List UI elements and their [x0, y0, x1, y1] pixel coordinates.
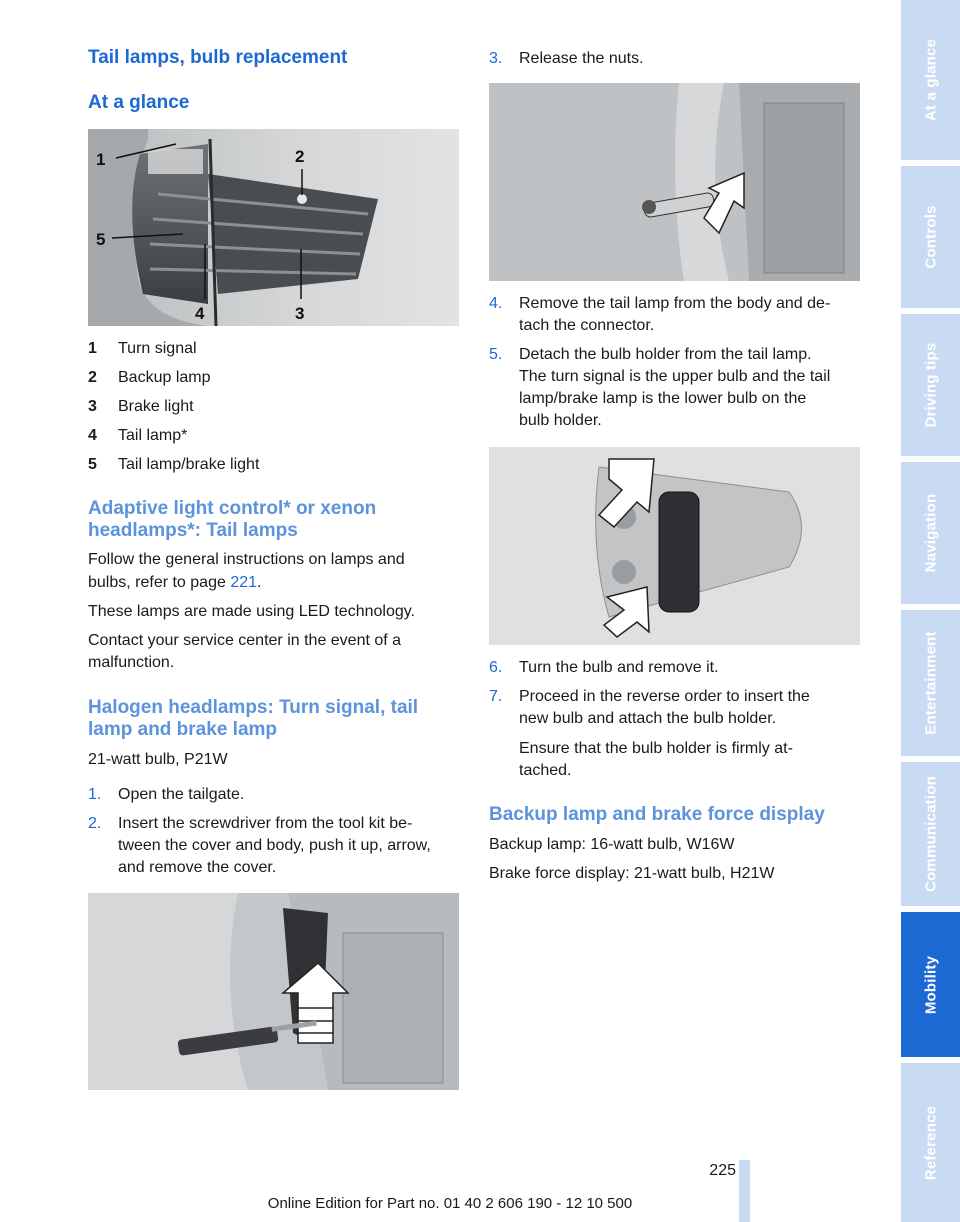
legend-text: Backup lamp	[118, 369, 211, 386]
bulb-holder-image	[489, 447, 860, 645]
screwdriver-cover-image	[88, 893, 459, 1090]
tab-controls[interactable]	[901, 166, 960, 308]
release-nuts-image	[489, 83, 860, 281]
tab-label: Mobility	[922, 955, 939, 1014]
page-number-bar	[739, 1160, 750, 1222]
page-reference-link[interactable]: 221	[230, 574, 258, 591]
step-note: Ensure that the bulb holder is firmly at-	[519, 740, 793, 757]
section-heading-halogen: Halogen headlamps: Turn signal, tail	[88, 697, 419, 718]
legend-num: 4	[88, 427, 97, 444]
tab-label: Driving tips	[922, 342, 939, 428]
step-text: Release the nuts.	[519, 50, 644, 67]
paragraph: Follow the general instructions on lamps and	[88, 551, 405, 568]
step-text: The turn signal is the upper bulb and the tail	[519, 368, 831, 385]
paragraph	[88, 572, 261, 594]
legend-text: Brake light	[118, 398, 194, 415]
tab-mobility[interactable]	[901, 912, 960, 1057]
step-text: Open the tailgate.	[118, 786, 245, 803]
paragraph: Brake force display: 21-watt bulb, H21W	[489, 865, 775, 882]
section-heading-backup: Backup lamp and brake force display	[489, 804, 825, 825]
paragraph: Backup lamp: 16-watt bulb, W16W	[489, 836, 735, 853]
step-number: 7.	[489, 688, 503, 705]
tab-label: Navigation	[922, 493, 939, 573]
tab-driving-tips[interactable]	[901, 314, 960, 456]
tail-lamp-overview-image	[88, 129, 459, 326]
callout-2: 2	[295, 147, 305, 166]
page-title: Tail lamps, bulb replacement	[88, 47, 348, 68]
tab-communication[interactable]	[901, 762, 960, 906]
step-text: new bulb and attach the bulb holder.	[519, 710, 777, 727]
section-heading-adaptive-2: headlamps*: Tail lamps	[88, 520, 298, 541]
chapter-sidebar	[901, 0, 960, 1222]
tab-at-a-glance[interactable]	[901, 0, 960, 160]
step-note: tached.	[519, 762, 572, 779]
step-text: Remove the tail lamp from the body and de-	[519, 295, 831, 312]
tab-entertainment[interactable]	[901, 610, 960, 756]
callout-4: 4	[195, 304, 205, 323]
step-number: 1.	[88, 786, 102, 803]
legend-num: 5	[88, 456, 97, 473]
step-number: 5.	[489, 346, 503, 363]
paragraph: malfunction.	[88, 654, 175, 671]
paragraph: These lamps are made using LED technology.	[88, 603, 415, 620]
step-text: lamp/brake lamp is the lower bulb on the	[519, 390, 807, 407]
tab-label: Entertainment	[922, 631, 939, 735]
legend-num: 2	[88, 369, 97, 386]
section-heading-at-a-glance: At a glance	[88, 92, 190, 113]
tab-navigation[interactable]	[901, 462, 960, 604]
legend-text: Tail lamp/brake light	[118, 456, 260, 473]
step-number: 4.	[489, 295, 503, 312]
legend-num: 1	[88, 340, 97, 357]
callout-5: 5	[96, 230, 106, 249]
paragraph-text: .	[257, 574, 262, 591]
tab-label: Controls	[922, 205, 939, 269]
callout-1: 1	[96, 150, 106, 169]
callout-3: 3	[295, 304, 305, 323]
step-text: bulb holder.	[519, 412, 602, 429]
step-text: Detach the bulb holder from the tail lamp.	[519, 346, 812, 363]
step-text: and remove the cover.	[118, 859, 277, 876]
page-number: 225	[709, 1162, 736, 1179]
tab-reference[interactable]	[901, 1063, 960, 1222]
step-text: tach the connector.	[519, 317, 655, 334]
footer-edition: Online Edition for Part no. 01 40 2 606 190 - 12 10 500	[267, 1195, 633, 1212]
tab-label: At a glance	[922, 38, 939, 122]
paragraph: 21-watt bulb, P21W	[88, 751, 228, 768]
step-text: Turn the bulb and remove it.	[519, 659, 719, 676]
step-text: Proceed in the reverse order to insert the	[519, 688, 810, 705]
paragraph: Contact your service center in the event of a	[88, 632, 402, 649]
step-number: 3.	[489, 50, 503, 67]
paragraph-text: bulbs, refer to page	[88, 574, 231, 591]
section-heading-halogen-2: lamp and brake lamp	[88, 719, 278, 740]
legend-num: 3	[88, 398, 97, 415]
tab-label: Communication	[922, 776, 939, 892]
step-text: tween the cover and body, push it up, arrow,	[118, 837, 431, 854]
section-heading-adaptive: Adaptive light control* or xenon	[88, 498, 377, 519]
tab-label: Reference	[922, 1105, 939, 1180]
step-text: Insert the screwdriver from the tool kit be-	[118, 815, 413, 832]
step-number: 2.	[88, 815, 102, 832]
step-number: 6.	[489, 659, 503, 676]
legend-text: Tail lamp*	[118, 427, 188, 444]
legend-text: Turn signal	[118, 340, 197, 357]
